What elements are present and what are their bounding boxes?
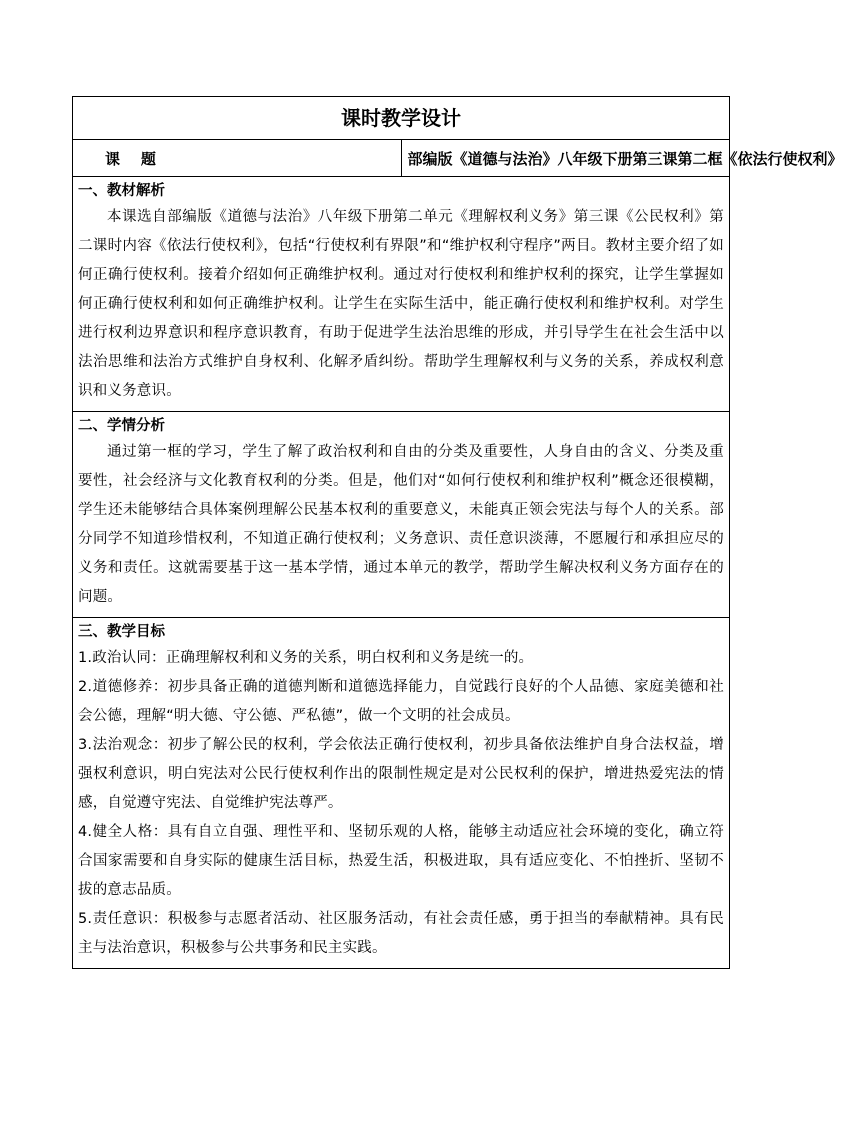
goal-item: 2.道德修养：初步具备正确的道德判断和道德选择能力，自觉践行良好的个人品德、家庭美德和社会公德，理解“明大德、守公德、严私德”，做一个文明的社会成员。 [78,679,724,724]
section-paragraph: 本课选自部编版《道德与法治》八年级下册第二单元《理解权利义务》第三课《公民权利》第二课时内容《依法行使权利》，包括“行使权利有界限”和“维护权利守程序”两目。教材主要介绍了如何正确行使权利。接着介绍如何正确维护权利。通过对行使权利和维护权利的探究，让学生掌握如何正确行使权利和如何正确维护权利。让学生在实际生活中，能正确行使权利和维护权利。对学生进行权利边界意识和程序意识教育，有助于促进学生法治思维的形成，并引导学生在社会生活中以法治思维和法治方式维护自身权利、化解矛盾纠纷。帮助学生理解权利与义务的关系，养成权利意识和义务意识。 [78,209,724,399]
section-paragraph: 通过第一框的学习，学生了解了政治权利和自由的分类及重要性，人身自由的含义、分类及重要性，社会经济与文化教育权利的分类。但是，他们对“如何行使权利和维护权利”概念还很模糊，学生还未能够结合具体案例理解公民基本权利的重要意义，未能真正领会宪法与每个人的关系。部分同学不知道珍惜权利，不知道正确行使权利；义务意识、责任意识淡薄，不愿履行和承担应尽的义务和责任。这就需要基于这一基本学情，通过本单元的教学，帮助学生解决权利义务方面存在的问题。 [78,444,724,605]
goal-item: 4.健全人格：具有自立自强、理性平和、坚韧乐观的人格，能够主动适应社会环境的变化，确立符合国家需要和自身实际的健康生活目标，热爱生活，积极进取，具有适应变化、不怕挫折、坚韧不拔的意志品质。 [78,824,724,898]
subject-value: 部编版《道德与法治》八年级下册第三课第二框《依法行使权利》 [401,140,730,177]
section-heading: 二、学情分析 [78,418,165,434]
subject-row [73,140,730,177]
section-heading: 三、教学目标 [78,624,165,640]
document-title: 课时教学设计 [73,97,730,140]
section-textbook-analysis [73,177,730,412]
goal-item: 1.政治认同：正确理解权利和义务的关系，明白权利和义务是统一的。 [78,650,534,666]
subject-label: 课 题 [73,140,402,177]
goal-item: 5.责任意识：积极参与志愿者活动、社区服务活动，有社会责任感，勇于担当的奉献精神。具有民主与法治意识，积极参与公共事务和民主实践。 [78,911,724,956]
section-learner-analysis [73,412,730,618]
goal-item: 3.法治观念：初步了解公民的权利，学会依法正确行使权利，初步具备依法维护自身合法权益，增强权利意识，明白宪法对公民行使权利作出的限制性规定是对公民权利的保护，增进热爱宪法的情感，自觉遵守宪法、自觉维护宪法尊严。 [78,737,724,811]
section-teaching-goals [73,618,730,969]
lesson-design-table [72,96,843,969]
title-row [73,97,730,140]
section-heading: 一、教材解析 [78,183,165,199]
